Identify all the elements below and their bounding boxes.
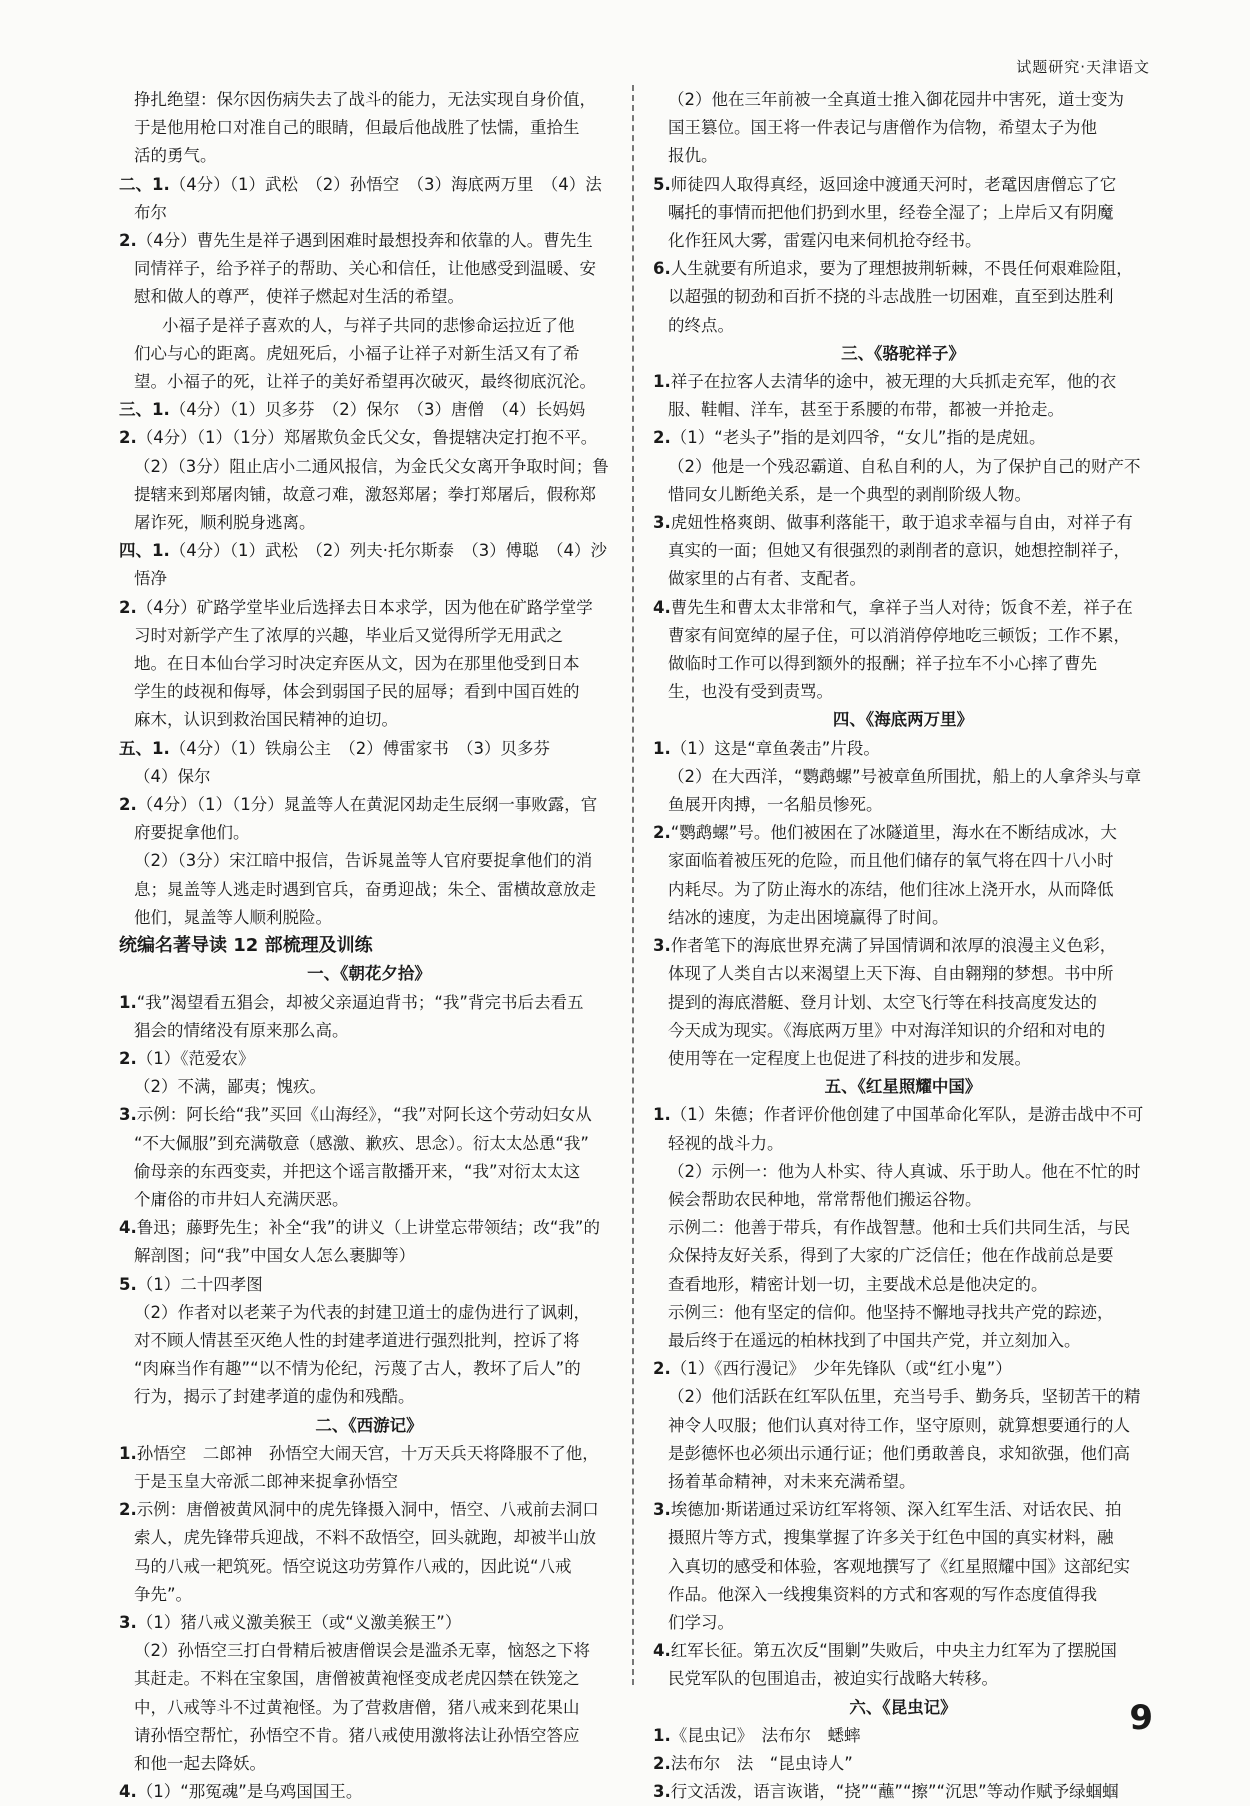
item-number: 6. [653,259,671,279]
item-number: 3. [653,1782,671,1802]
line-text: （4）保尔 [134,766,211,786]
item-number: 四、1. [119,541,170,561]
answer-line [653,1242,1153,1270]
answer-item [119,1101,619,1129]
answer-line [119,819,619,847]
answer-item [119,1440,619,1468]
answer-item [119,171,619,199]
line-text: 屠诈死，顺利脱身逃离。 [134,513,316,533]
line-text: 鱼展开肉搏，一名船员惨死。 [668,795,883,815]
line-text: 报仇。 [668,146,718,166]
item-number: 3. [653,1500,671,1520]
answer-line [119,1158,619,1186]
answer-line [653,312,1153,340]
answer-line [653,1130,1153,1158]
line-text: 神令人叹服；他们认真对待工作，坚守原则，就算想要通行的人 [668,1415,1130,1435]
answer-item [119,989,619,1017]
answer-line [653,1440,1153,1468]
answer-line [119,255,619,283]
line-text: 三、《骆驼祥子》 [841,343,965,363]
line-text: 统编名著导读 12 部梳理及训练 [119,935,373,957]
answer-item [653,735,1153,763]
item-number: 4. [653,1641,671,1661]
item-number: 2. [119,1500,137,1520]
line-text: “不大佩服”到充满敬意（感激、歉疚、思念）。衍太太怂恿“我” [134,1133,589,1153]
line-text: （1）“那冤魂”是乌鸡国国王。 [136,1782,363,1802]
item-number: 1. [119,992,137,1012]
line-text: 六、《昆虫记》 [849,1697,957,1717]
line-text: （4分）（1）贝多芬 （2）保尔 （3）唐僧 （4）长妈妈 [169,400,586,420]
answer-line [119,1299,619,1327]
line-text: 惜同女儿断绝关系，是一个典型的剥削阶级人物。 [668,484,1031,504]
section-heading [653,1694,1153,1722]
answer-line [119,1242,619,1270]
answer-item [119,1609,619,1637]
item-number: 5. [653,174,671,194]
line-text: 虎妞性格爽朗、做事利落能干，敢于追求幸福与自由，对祥子有 [670,513,1133,533]
answer-item [119,1496,619,1524]
answer-line [119,904,619,932]
line-text: 马的八戒一耙筑死。悟空说这功劳算作八戒的，因此说“八戒 [134,1556,572,1576]
line-text: 真实的一面；但她又有很强烈的剥削者的意识，她想控制祥子， [668,541,1130,561]
line-text: 地。在日本仙台学习时决定弃医从文，因为在那里他受到日本 [134,654,580,674]
line-text: 府要捉拿他们。 [134,823,250,843]
line-text: 个庸俗的市井妇人充满厌恶。 [134,1189,349,1209]
answer-item [119,1045,619,1073]
answer-line [653,199,1153,227]
answer-line [119,1665,619,1693]
answer-line [653,678,1153,706]
line-text: 民党军队的包围追击，被迫实行战略大转移。 [668,1669,998,1689]
answer-item [653,424,1153,452]
section-heading [653,1073,1153,1101]
answer-line [119,199,619,227]
answer-line [653,622,1153,650]
column-divider [632,85,634,1685]
answer-line [119,312,619,340]
line-text: 望。小福子的死，让祥子的美好希望再次破灭，最终彻底沉沦。 [134,372,596,392]
answer-line [653,283,1153,311]
answer-item [653,1722,1153,1750]
answer-item [653,819,1153,847]
answer-line [653,763,1153,791]
line-text: 曹先生和曹太太非常和气，拿祥子当人对待；饭食不差，祥子在 [670,597,1133,617]
answer-item [653,932,1153,960]
answer-line [653,1045,1153,1073]
section-heading [119,1412,619,1440]
answer-line [119,368,619,396]
line-text: 众保持友好关系，得到了大家的广泛信任；他在作战前总是要 [668,1246,1114,1266]
answer-line [653,453,1153,481]
line-text: （2）（3分）阻止店小二通风报信，为金氏父女离开争取时间；鲁 [134,456,609,476]
item-number: 1. [653,1105,671,1125]
answer-line [653,650,1153,678]
answer-line [653,1271,1153,1299]
line-text: 查看地形，精密计划一切，主要战术总是他决定的。 [668,1274,1048,1294]
line-text: （1）《西行漫记》 少年先锋队（或“红小鬼”） [670,1359,1012,1379]
item-number: 2. [119,428,137,448]
answer-line [119,142,619,170]
line-text: 结冰的速度，为走出困境赢得了时间。 [668,907,949,927]
answer-line [653,565,1153,593]
line-text: 法布尔 法 “昆虫诗人” [670,1753,853,1773]
item-number: 4. [653,597,671,617]
answer-item [119,424,619,452]
item-number: 3. [119,1105,137,1125]
line-text: 息；晁盖等人逃走时遇到官兵，奋勇迎战；朱仝、雷横故意放走 [134,879,596,899]
line-text: 习时对新学产生了浓厚的兴趣，毕业后又觉得所学无用武之 [134,625,563,645]
line-text: 作者笔下的海底世界充满了异国情调和浓厚的浪漫主义色彩， [670,936,1117,956]
answer-line [653,1581,1153,1609]
answer-line [119,283,619,311]
line-text: （4分）（1）（1分）郑屠欺负金氏父女，鲁提辖决定打抱不平。 [136,428,598,448]
answer-item [653,368,1153,396]
answer-line [653,989,1153,1017]
answer-line [119,453,619,481]
answer-item [119,594,619,622]
item-number: 2. [119,795,137,815]
answer-line [119,1017,619,1045]
line-text: 最后终于在遥远的柏林找到了中国共产党，并立刻加入。 [668,1330,1081,1350]
item-number: 1. [653,372,671,392]
line-text: 内耗尽。为了防止海水的冻结，他们往冰上浇开水，从而降低 [668,879,1114,899]
line-text: 慰和做人的尊严，使祥子燃起对生活的希望。 [134,287,464,307]
line-text: （4分）（1）铁扇公主 （2）傅雷家书 （3）贝多芬 [169,738,550,758]
item-number: 3. [119,1612,137,1632]
answer-line [653,1665,1153,1693]
item-number: 三、1. [119,400,170,420]
answer-line [653,1214,1153,1242]
answer-line [653,142,1153,170]
item-number: 二、1. [119,174,170,194]
line-text: （2）作者对以老莱子为代表的封建卫道士的虚伪进行了讽刺， [134,1302,590,1322]
line-text: 活的勇气。 [134,146,217,166]
item-number: 4. [119,1782,137,1802]
line-text: （1）朱德；作者评价他创建了中国革命化军队，是游击战中不可 [670,1105,1144,1125]
line-text: 以超强的韧劲和百折不挠的斗志战胜一切困难，直至到达胜利 [668,287,1114,307]
line-text: 鲁迅；藤野先生；补全“我”的讲义（上讲堂忘带领结；改“我”的 [136,1218,600,1238]
item-number: 3. [653,936,671,956]
line-text: 做临时工作可以得到额外的报酬；祥子拉车不小心摔了曹先 [668,654,1097,674]
item-number: 1. [653,738,671,758]
left-column [119,86,619,1806]
line-text: 孙悟空 二郎神 孙悟空大闹天宫，十万天兵天将降服不了他， [136,1443,599,1463]
answer-line [119,340,619,368]
answer-line [119,706,619,734]
answer-item [653,255,1153,283]
line-text: 行为，揭示了封建孝道的虚伪和残酷。 [134,1387,415,1407]
line-text: 作品。他深入一线搜集资料的方式和客观的写作态度值得我 [668,1584,1097,1604]
answer-line [653,1017,1153,1045]
line-text: 学生的歧视和侮辱，体会到弱国子民的屈辱；看到中国百姓的 [134,682,580,702]
answer-item [653,1750,1153,1778]
item-number: 4. [119,1218,137,1238]
line-text: 猖会的情绪没有原来那么高。 [134,1020,349,1040]
line-text: （1）二十四孝图 [136,1274,263,1294]
answer-item [653,171,1153,199]
answer-line [653,1158,1153,1186]
answer-item [653,1355,1153,1383]
line-text: 提到的海底潜艇、登月计划、太空飞行等在科技高度发达的 [668,992,1097,1012]
answer-line [119,1694,619,1722]
line-text: “肉麻当作有趣”“以不情为伦纪，污蔑了古人，教坏了后人”的 [134,1359,581,1379]
line-text: 中，八戒等斗不过黄袍怪。为了营救唐僧，猪八戒来到花果山 [134,1697,580,1717]
line-text: 家面临着被压死的危险，而且他们储存的氧气将在四十八小时 [668,851,1114,871]
answer-line [119,86,619,114]
line-text: 示例二：他善于带兵，有作战智慧。他和士兵们共同生活，与民 [668,1218,1130,1238]
line-text: 红军长征。第五次反“围剿”失败后，中央主力红军为了摆脱国 [670,1641,1117,1661]
line-text: 使用等在一定程度上也促进了科技的进步和发展。 [668,1048,1031,1068]
line-text: “鹦鹉螺”号。他们被困在了冰隧道里，海水在不断结成冰，大 [670,823,1117,843]
answer-line [653,114,1153,142]
line-text: 提辖来到郑屠肉铺，故意刁难，激怒郑屠；拳打郑屠后，假称郑 [134,484,596,504]
answer-line [119,1581,619,1609]
line-text: 偷母亲的东西变卖，并把这个谣言散播开来，“我”对衍太太这 [134,1161,581,1181]
line-text: 服、鞋帽、洋车，甚至于系腰的布带，都被一并抢走。 [668,400,1064,420]
answer-line [119,1130,619,1158]
line-text: 于是他用枪口对准自己的眼睛，但最后他战胜了怯懦，重拾生 [134,118,580,138]
answer-line [119,1722,619,1750]
item-number: 2. [653,823,671,843]
line-text: 的终点。 [668,315,734,335]
answer-line [653,876,1153,904]
answer-line [653,791,1153,819]
line-text: 候会帮助农民种地，常常帮他们搬运谷物。 [668,1189,982,1209]
answer-item [119,735,619,763]
item-number: 2. [653,428,671,448]
line-text: （2）（3分）宋江暗中报信，告诉晁盖等人官府要捉拿他们的消 [134,851,593,871]
line-text: 示例：唐僧被黄风洞中的虎先锋摄入洞中，悟空、八戒前去洞口 [136,1500,599,1520]
line-text: 化作狂风大雾，雷霆闪电来伺机抢夺经书。 [668,231,982,251]
item-number: 2. [653,1359,671,1379]
line-text: 行文活泼，语言诙谐，“挠”“蘸”“擦”“沉思”等动作赋予绿蝈蝈 [670,1782,1119,1802]
item-number: 1. [119,1443,137,1463]
part-title [119,932,619,960]
line-text: （1）猪八戒义激美猴王（或“义激美猴王”） [136,1612,462,1632]
line-text: （4分）（1）（1分）晁盖等人在黄泥冈劫走生辰纲一事败露，官 [136,795,598,815]
line-text: 同情祥子，给予祥子的帮助、关心和信任，让他感受到温暖、安 [134,259,596,279]
line-text: 师徒四人取得真经，返回途中渡通天河时，老鼋因唐僧忘了它 [670,174,1117,194]
line-text: 示例三：他有坚定的信仰。他坚持不懈地寻找共产党的踪迹， [668,1302,1114,1322]
line-text: （4分）（1）武松 （2）列夫·托尔斯泰 （3）傅聪 （4）沙 [169,541,607,561]
answer-line [653,1468,1153,1496]
answer-item [653,1496,1153,1524]
answer-line [119,1750,619,1778]
answer-line [119,1355,619,1383]
line-text: 埃德加·斯诺通过采访红军将领、深入红军生活、对话农民、拍 [670,1500,1122,1520]
answer-line [119,565,619,593]
line-text: “我”渴望看五猖会，却被父亲逼迫背书；“我”背完书后去看五 [136,992,584,1012]
answer-item [119,1778,619,1806]
line-text: （4分）矿路学堂毕业后选择去日本求学，因为他在矿路学堂学 [136,597,593,617]
line-text: （2）他是一个残忍霸道、自私自利的人，为了保护自己的财产不 [668,456,1141,476]
line-text: 是彭德怀也必须出示通行证；他们勇敢善良，求知欲强，他们高 [668,1443,1130,1463]
answer-item [119,1271,619,1299]
line-text: 请孙悟空帮忙，孙悟空不肯。猪八戒使用激将法让孙悟空答应 [134,1725,580,1745]
answer-line [653,1412,1153,1440]
answer-item [119,791,619,819]
line-text: （1）“老头子”指的是刘四爷，“女儿”指的是虎妞。 [670,428,1046,448]
item-number: 5. [119,1274,137,1294]
answer-item [119,227,619,255]
line-text: 索人，虎先锋带兵迎战，不料不敌悟空，回头就跑，却被半山放 [134,1528,596,1548]
page-number: 9 [1129,1698,1153,1738]
line-text: 二、《西游记》 [315,1415,423,1435]
line-text: 曹家有间宽绰的屋子住，可以消消停停地吃三顿饭；工作不累， [668,625,1130,645]
line-text: 挣扎绝望：保尔因伤病失去了战斗的能力，无法实现自身价值， [134,90,596,109]
line-text: 摄照片等方式，搜集掌握了许多关于红色中国的真实材料，融 [668,1528,1114,1548]
section-heading [653,706,1153,734]
line-text: 布尔 [134,202,167,222]
answer-item [653,1637,1153,1665]
line-text: （4分）（1）武松 （2）孙悟空 （3）海底两万里 （4）法 [169,174,602,194]
answer-line [653,227,1153,255]
line-text: 一、《朝花夕拾》 [307,964,431,984]
line-text: 解剖图；问“我”中国女人怎么裹脚等） [134,1246,416,1266]
line-text: （1）《范爱农》 [136,1048,255,1068]
running-header: 试题研究·天津语文 [1016,58,1150,76]
item-number: 3. [653,513,671,533]
answer-item [653,1778,1153,1806]
answer-line [119,1553,619,1581]
answer-line [653,396,1153,424]
line-text: （4分）曹先生是祥子遇到困难时最想投奔和依靠的人。曹先生 [136,231,593,251]
answer-item [119,1214,619,1242]
line-text: 五、《红星照耀中国》 [824,1077,982,1097]
line-text: 轻视的战斗力。 [668,1133,784,1153]
line-text: 争先”。 [134,1584,193,1604]
item-number: 2. [119,1048,137,1068]
line-text: （2）孙悟空三打白骨精后被唐僧误会是滥杀无辜，恼怒之下将 [134,1641,590,1661]
line-text: 国王篡位。国王将一件表记与唐僧作为信物，希望太子为他 [668,118,1097,138]
item-number: 五、1. [119,738,170,758]
answer-line [119,1186,619,1214]
answer-line [119,1637,619,1665]
answer-line [119,650,619,678]
answer-line [653,1186,1153,1214]
answer-line [119,1524,619,1552]
line-text: （2）在大西洋，“鹦鹉螺”号被章鱼所围扰，船上的人拿斧头与章 [668,766,1142,786]
line-text: 其赶走。不料在宝象国，唐僧被黄袍怪变成老虎囚禁在铁笼之 [134,1669,580,1689]
line-text: （2）示例一：他为人朴实、待人真诚、乐于助人。他在不忙的时 [668,1161,1141,1181]
answer-line [653,1609,1153,1637]
answer-line [119,622,619,650]
line-text: 们学习。 [668,1612,734,1632]
line-text: （2）不满，鄙夷；愧疚。 [134,1077,326,1097]
line-text: 生，也没有受到责骂。 [668,682,833,702]
answer-line [119,1468,619,1496]
answer-line [653,1299,1153,1327]
answer-item [653,509,1153,537]
item-number: 2. [653,1753,671,1773]
line-text: 悟净 [134,569,167,589]
line-text: 今天成为现实。《海底两万里》中对海洋知识的介绍和对电的 [668,1020,1106,1040]
line-text: 入真切的感受和体验，客观地撰写了《红星照耀中国》这部纪实 [668,1556,1130,1576]
line-text: 人生就要有所追求，要为了理想披荆斩棘，不畏任何艰难险阻， [670,259,1133,279]
section-heading [653,340,1153,368]
line-text: 示例：阿长给“我”买回《山海经》，“我”对阿长这个劳动妇女从 [136,1105,592,1125]
line-text: 四、《海底两万里》 [832,710,974,730]
line-text: 和他一起去降妖。 [134,1753,266,1773]
answer-item [119,396,619,424]
answer-line [119,114,619,142]
answer-line [119,876,619,904]
line-text: 祥子在拉客人去清华的途中，被无理的大兵抓走充军，他的衣 [670,372,1117,392]
answer-line [653,86,1153,114]
answer-item [119,537,619,565]
answer-line [119,1327,619,1355]
answer-line [119,678,619,706]
line-text: 们心与心的距离。虎妞死后，小福子让祥子对新生活又有了希 [134,343,580,363]
answer-line [653,1553,1153,1581]
answer-line [653,481,1153,509]
item-number: 2. [119,231,137,251]
answer-line [653,847,1153,875]
line-text: （2）他们活跃在红军队伍里，充当号手、勤务兵，坚韧苦干的精 [668,1387,1141,1407]
answer-line [653,1327,1153,1355]
answer-line [119,509,619,537]
answer-line [119,847,619,875]
section-heading [119,960,619,988]
line-text: 对不顾人情甚至灭绝人性的封建孝道进行强烈批判，控诉了将 [134,1330,580,1350]
item-number: 1. [653,1725,671,1745]
line-text: （1）这是“章鱼袭击”片段。 [670,738,880,758]
line-text: 做家里的占有者、支配者。 [668,569,866,589]
line-text: 于是玉皇大帝派二郎神来捉拿孙悟空 [134,1471,398,1491]
answer-line [119,1073,619,1101]
line-text: 小福子是祥子喜欢的人，与祥子共同的悲惨命运拉近了他 [162,315,575,335]
answer-item [653,594,1153,622]
line-text: 《昆虫记》 法布尔 蟋蟀 [670,1725,861,1745]
line-text: 嘱托的事情而把他们扔到水里，经卷全湿了；上岸后又有阴魔 [668,202,1114,222]
item-number: 2. [119,597,137,617]
line-text: 麻木，认识到救治国民精神的迫切。 [134,710,398,730]
line-text: 扬着革命精神，对未来充满希望。 [668,1471,916,1491]
answer-line [653,537,1153,565]
answer-item [653,1101,1153,1129]
line-text: 他们，晁盖等人顺利脱险。 [134,907,332,927]
answer-line [653,960,1153,988]
answer-line [653,904,1153,932]
answer-line [119,763,619,791]
answer-line [119,481,619,509]
right-column [653,86,1153,1806]
answer-line [119,1383,619,1411]
line-text: （2）他在三年前被一全真道士推入御花园井中害死，道士变为 [668,90,1124,109]
answer-line [653,1383,1153,1411]
answer-line [653,1524,1153,1552]
line-text: 体现了人类自古以来渴望上天下海、自由翱翔的梦想。书中所 [668,964,1114,984]
